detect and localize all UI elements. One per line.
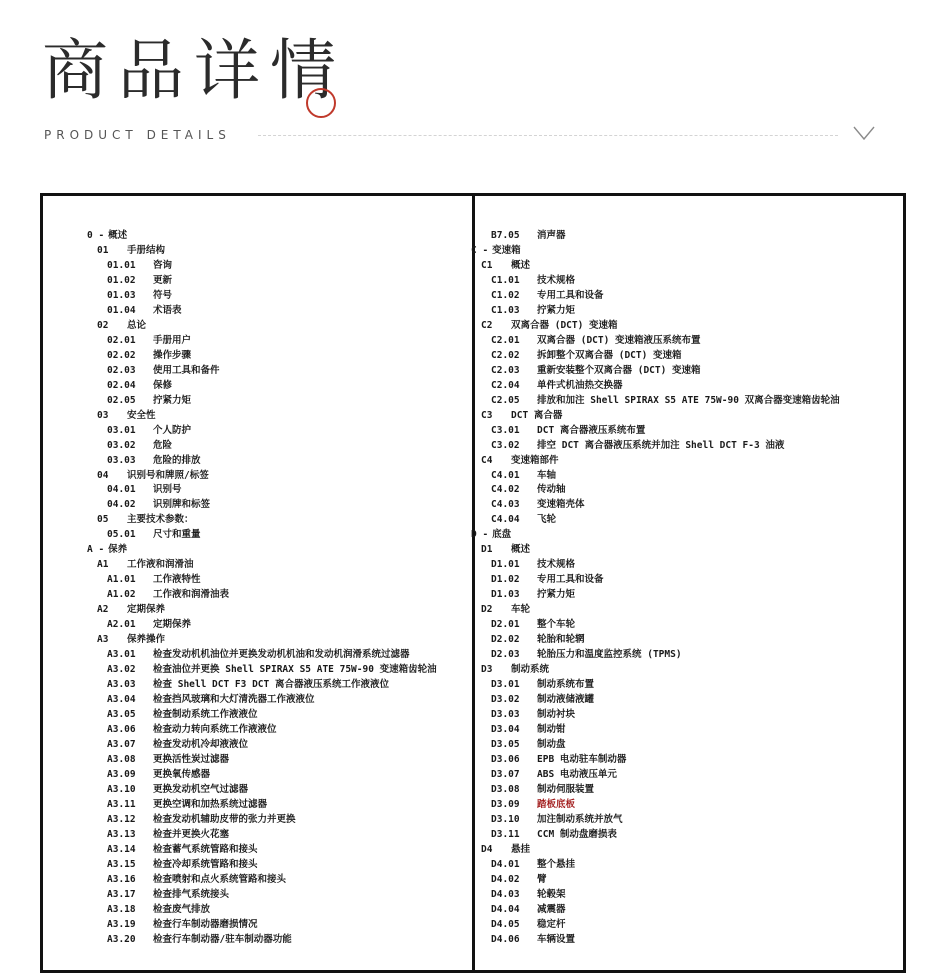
toc-entry-title: ABS 电动液压单元 (537, 768, 617, 780)
toc-entry-code: C1.02 (491, 289, 520, 301)
toc-entry-title: 主要技术参数： (127, 514, 194, 526)
toc-entry-code: 02.01 (107, 334, 136, 346)
toc-entry-title: 定期保养 (153, 619, 192, 631)
toc-entry-title: 检查行车制动器磨损情况 (153, 918, 258, 930)
toc-entry (471, 903, 891, 918)
toc-entry (87, 319, 467, 334)
toc-entry-code: D4.05 (491, 918, 520, 930)
toc-entry (87, 618, 467, 633)
toc-entry-code: D3.11 (491, 828, 520, 840)
toc-entry-code: D3.08 (491, 783, 520, 795)
toc-entry (471, 334, 891, 349)
toc-entry (87, 454, 467, 469)
toc-entry-code: 02 (97, 319, 109, 331)
toc-entry-code: A3.01 (107, 649, 136, 661)
toc-entry (87, 648, 467, 663)
toc-entry (87, 873, 467, 888)
toc-entry-code: 02.02 (107, 349, 136, 361)
toc-entry-code: 04 (97, 469, 109, 481)
toc-entry (87, 394, 467, 409)
toc-entry-title: 概述 (511, 259, 531, 271)
toc-entry (87, 513, 467, 528)
toc-entry-code: C4.01 (491, 469, 520, 481)
toc-entry (87, 364, 467, 379)
toc-entry (87, 334, 467, 349)
toc-entry-code: D2 (481, 604, 493, 616)
toc-entry-code: D4 (481, 843, 493, 855)
toc-entry-code: 03.03 (107, 454, 136, 466)
toc-entry-code: A3.16 (107, 873, 136, 885)
toc-entry-title: 飞轮 (537, 514, 557, 526)
toc-entry-title: 轮胎压力和温度监控系统 (TPMS) (537, 649, 682, 661)
toc-entry (471, 618, 891, 633)
toc-entry-title: 排空 DCT 离合器液压系统并加注 Shell DCT F-3 油液 (537, 439, 785, 451)
toc-entry (87, 349, 467, 364)
toc-entry (471, 888, 891, 903)
toc-entry (471, 663, 891, 678)
toc-entry-code: 04.02 (107, 499, 136, 511)
toc-entry-title: 识别牌和标签 (153, 499, 211, 511)
toc-entry (471, 918, 891, 933)
toc-entry (471, 289, 891, 304)
toc-entry-code: A2 (97, 604, 109, 616)
toc-entry (471, 319, 891, 334)
toc-entry-code: 03.01 (107, 424, 136, 436)
toc-entry-code: 05.01 (107, 529, 136, 541)
toc-entry-code: 02.05 (107, 394, 136, 406)
toc-entry-code: 01.04 (107, 304, 136, 316)
toc-entry-code: 01 (97, 244, 109, 256)
toc-entry-title: 专用工具和设备 (537, 574, 604, 586)
toc-entry-code: A1.01 (107, 574, 136, 586)
toc-entry-title: 检查制动系统工作液液位 (153, 709, 258, 720)
toc-entry (471, 454, 891, 469)
toc-entry (87, 903, 467, 918)
toc-entry-code: 01.01 (107, 259, 136, 271)
toc-entry-code: A3.18 (107, 903, 136, 915)
toc-entry-code: C2.02 (491, 349, 520, 361)
toc-entry (87, 753, 467, 768)
toc-entry-code: D4.03 (491, 888, 520, 900)
toc-entry-code: A3.03 (107, 679, 136, 691)
toc-entry (471, 633, 891, 648)
header-divider (258, 135, 838, 136)
toc-entry (87, 244, 467, 259)
toc-entry (87, 424, 467, 439)
toc-entry-title: DCT 离合器 (511, 409, 563, 421)
toc-entry (471, 813, 891, 828)
toc-entry-title: 定期保养 (127, 604, 166, 616)
toc-entry (87, 858, 467, 873)
toc-entry-code: C4 (481, 454, 493, 466)
toc-entry (471, 708, 891, 723)
toc-entry-code: 01.03 (107, 289, 136, 301)
toc-entry-code: B7.05 (491, 230, 520, 241)
toc-entry (471, 843, 891, 858)
toc-entry-title: 危险的排放 (153, 454, 201, 466)
toc-entry (87, 693, 467, 708)
toc-entry-title: 变速箱部件 (511, 454, 559, 466)
toc-entry (471, 768, 891, 783)
title-accent-circle (306, 88, 336, 118)
toc-entry-title: 制动衬块 (537, 709, 576, 720)
toc-entry-title: 概述 (511, 544, 531, 556)
toc-entry-title: 个人防护 (153, 424, 192, 436)
toc-entry-title: 检查喷射和点火系统管路和接头 (153, 873, 287, 885)
toc-entry-code: D3.09 (491, 798, 520, 810)
toc-entry-title: 安全性 (127, 409, 156, 421)
toc-entry-code: A3.08 (107, 753, 136, 765)
toc-entry (87, 379, 467, 394)
toc-entry (87, 528, 467, 543)
toc-entry (87, 918, 467, 933)
toc-entry-code: 01.02 (107, 274, 136, 286)
toc-entry-title: 拆卸整个双离合器 (DCT) 变速箱 (537, 349, 682, 361)
toc-entry-code: D3.01 (491, 679, 520, 691)
page-title: 商品详情 (42, 32, 346, 109)
toc-entry-code: D2.03 (491, 649, 520, 661)
toc-entry-title: CCM 制动盘磨损表 (537, 828, 617, 840)
toc-entry (471, 439, 891, 454)
toc-entry-title: 检查发动机辅助皮带的张力并更换 (153, 813, 296, 825)
toc-entry-title: 整个悬挂 (537, 858, 576, 870)
toc-entry (87, 483, 467, 498)
toc-entry-code: C3.02 (491, 439, 520, 451)
toc-entry-code: A3.04 (107, 694, 136, 706)
toc-entry-code: D3.05 (491, 738, 520, 750)
toc-entry-title: 检查废气排放 (153, 903, 211, 915)
toc-entry (471, 693, 891, 708)
toc-entry (87, 738, 467, 753)
toc-entry-title: 检查蓄气系统管路和接头 (153, 843, 258, 855)
toc-entry-code: D4.02 (491, 873, 520, 885)
toc-entry-title: 轮毂架 (537, 888, 566, 900)
toc-entry-code: 02.03 (107, 364, 136, 376)
page-subtitle: PRODUCT DETAILS (44, 128, 231, 142)
toc-entry-title: 识别号 (153, 484, 182, 496)
toc-entry-title: 保养 (108, 544, 128, 556)
toc-entry-title: 识别号和牌照/标签 (127, 469, 209, 481)
toc-entry (87, 708, 467, 723)
toc-entry-code: C1.01 (491, 274, 520, 286)
toc-entry-code: C4.03 (491, 499, 520, 511)
toc-entry-code: A3.12 (107, 813, 136, 825)
toc-entry-title: 尺寸和重量 (153, 529, 201, 541)
toc-entry-title: 检查行车制动器/驻车制动器功能 (153, 933, 292, 945)
toc-entry (87, 603, 467, 618)
toc-entry (471, 364, 891, 379)
toc-entry (471, 349, 891, 364)
toc-entry-code: A3.11 (107, 798, 136, 810)
toc-entry (87, 843, 467, 858)
toc-entry-title: 保养操作 (127, 634, 166, 646)
toc-entry-title: 拧紧力矩 (153, 394, 192, 406)
toc-entry-code: D1 (481, 544, 493, 556)
toc-entry-code: A3.17 (107, 888, 136, 900)
toc-entry-title: 检查 Shell DCT F3 DCT 离合器液压系统工作液液位 (153, 679, 389, 691)
toc-document (40, 193, 906, 973)
toc-entry-title: 整个车轮 (537, 619, 576, 631)
toc-entry-title: 概述 (108, 230, 128, 241)
toc-entry (471, 483, 891, 498)
toc-entry-code: A2.01 (107, 619, 136, 631)
toc-entry (87, 768, 467, 783)
toc-entry (471, 798, 891, 813)
toc-entry-title: 工作液和润滑油表 (153, 589, 230, 601)
toc-entry-code: C1.03 (491, 304, 520, 316)
toc-entry (87, 678, 467, 693)
toc-entry (87, 663, 467, 678)
toc-entry-code: A3.07 (107, 738, 136, 750)
toc-entry-code: D1.01 (491, 559, 520, 571)
toc-entry (471, 543, 891, 558)
toc-entry-code: D1.03 (491, 589, 520, 601)
toc-entry-code: D3.06 (491, 753, 520, 765)
toc-entry-code: 04.01 (107, 484, 136, 496)
toc-entry-code: 03.02 (107, 439, 136, 451)
toc-entry-title: 消声器 (537, 230, 566, 241)
toc-entry (471, 409, 891, 424)
toc-entry-code: A3.14 (107, 843, 136, 855)
toc-entry-code: C - (471, 244, 489, 256)
toc-entry-title: 稳定杆 (537, 918, 566, 930)
toc-entry-title: 术语表 (153, 304, 182, 316)
toc-entry-code: D1.02 (491, 574, 520, 586)
toc-entry-code: D - (471, 529, 489, 541)
toc-entry-code: D4.04 (491, 903, 520, 915)
toc-entry-title: 制动系统 (511, 664, 550, 676)
toc-entry (471, 573, 891, 588)
toc-entry (471, 648, 891, 663)
toc-entry (471, 394, 891, 409)
toc-entry-code: D3.04 (491, 723, 520, 735)
toc-entry (471, 229, 891, 244)
toc-entry-title: 传动轴 (537, 484, 566, 496)
toc-entry (87, 259, 467, 274)
toc-entry-title: 制动盘 (537, 738, 566, 750)
toc-entry-code: A3 (97, 634, 109, 646)
toc-entry-code: C1 (481, 259, 493, 271)
toc-entry (87, 229, 467, 244)
toc-entry-code: A3.15 (107, 858, 136, 870)
toc-entry (471, 873, 891, 888)
toc-entry (87, 633, 467, 648)
toc-entry-title: 双离合器 (DCT) 变速箱 (511, 319, 618, 331)
toc-entry-title: 检查挡风玻璃和大灯清洗器工作液液位 (153, 694, 315, 706)
toc-entry (471, 244, 891, 259)
toc-entry-title: 检查动力转向系统工作液液位 (153, 723, 277, 735)
toc-entry (471, 738, 891, 753)
toc-entry-code: D3.07 (491, 768, 520, 780)
toc-entry-title: 加注制动系统并放气 (537, 813, 623, 825)
toc-entry (87, 409, 467, 424)
toc-entry-title: 车轴 (537, 469, 557, 481)
toc-entry-code: D4.06 (491, 933, 520, 945)
toc-entry (87, 888, 467, 903)
toc-entry-title: 悬挂 (511, 843, 531, 855)
toc-entry-title: 手册结构 (127, 244, 166, 256)
toc-entry-title: 重新安装整个双离合器 (DCT) 变速箱 (537, 364, 701, 376)
toc-entry (471, 828, 891, 843)
toc-entry-code: 0 - (87, 230, 105, 241)
toc-entry-code: A3.02 (107, 664, 136, 676)
toc-entry (471, 858, 891, 873)
toc-entry-code: C2 (481, 319, 493, 331)
toc-entry-code: A3.10 (107, 783, 136, 795)
toc-entry-title: 轮胎和轮辋 (537, 634, 585, 646)
toc-entry-code: D3.10 (491, 813, 520, 825)
toc-entry-title: 制动钳 (537, 723, 566, 735)
toc-entry (471, 783, 891, 798)
toc-entry-title: 操作步骤 (153, 349, 192, 361)
toc-entry-code: A1 (97, 559, 109, 571)
toc-entry-title: 手册用户 (153, 334, 192, 346)
toc-entry-code: A3.05 (107, 709, 136, 720)
toc-entry-code: D2.01 (491, 619, 520, 631)
toc-entry-code: 03 (97, 409, 109, 421)
toc-entry-code: C2.05 (491, 394, 520, 406)
toc-entry (471, 304, 891, 319)
toc-entry (471, 469, 891, 484)
toc-entry (471, 678, 891, 693)
toc-entry-title: 制动伺服装置 (537, 783, 595, 795)
toc-entry-code: A3.19 (107, 918, 136, 930)
toc-entry-title: 技术规格 (537, 274, 576, 286)
toc-entry-title: EPB 电动驻车制动器 (537, 753, 627, 765)
toc-entry-title: 车辆设置 (537, 933, 576, 945)
toc-entry (471, 379, 891, 394)
toc-entry-title: 双离合器 (DCT) 变速箱液压系统布置 (537, 334, 701, 346)
toc-entry (471, 723, 891, 738)
toc-entry (471, 259, 891, 274)
toc-entry (87, 498, 467, 513)
toc-entry (87, 439, 467, 454)
toc-entry-code: D3.03 (491, 709, 520, 720)
toc-entry-title: 检查发动机冷却液液位 (153, 738, 249, 750)
toc-entry-title: 制动系统布置 (537, 679, 595, 691)
toc-entry-title: 更换活性炭过滤器 (153, 753, 230, 765)
toc-entry-code: D3 (481, 664, 493, 676)
toc-entry-title: 工作液特性 (153, 574, 201, 586)
toc-entry-code: C2.01 (491, 334, 520, 346)
toc-entry-code: A3.20 (107, 933, 136, 945)
toc-entry-title: 符号 (153, 289, 173, 301)
toc-entry-title: DCT 离合器液压系统布置 (537, 424, 646, 436)
toc-entry-title: 拧紧力矩 (537, 304, 576, 316)
toc-entry-title: 更换氧传感器 (153, 768, 211, 780)
toc-entry-title: 使用工具和备件 (153, 364, 220, 376)
toc-entry-title: 检查发动机机油位并更换发动机机油和发动机润滑系统过滤器 (153, 649, 410, 661)
toc-entry-code: A3.09 (107, 768, 136, 780)
toc-entry (471, 753, 891, 768)
toc-entry-title: 总论 (127, 319, 147, 331)
toc-entry-title: 专用工具和设备 (537, 289, 604, 301)
toc-entry (87, 543, 467, 558)
toc-entry-title: 排放和加注 Shell SPIRAX S5 ATE 75W-90 双离合器变速箱齿轮油 (537, 394, 840, 406)
toc-entry (87, 783, 467, 798)
toc-entry (87, 588, 467, 603)
toc-entry-code: D3.02 (491, 694, 520, 706)
toc-entry (87, 289, 467, 304)
toc-entry-code: 02.04 (107, 379, 136, 391)
toc-entry (471, 513, 891, 528)
toc-entry-code: D2.02 (491, 634, 520, 646)
toc-entry-title: 检查并更换火花塞 (153, 828, 230, 840)
toc-entry-title: 臂 (537, 873, 547, 885)
toc-entry-title: 变速箱壳体 (537, 499, 585, 511)
toc-entry (471, 603, 891, 618)
toc-column-left (87, 229, 467, 948)
toc-entry-code: A1.02 (107, 589, 136, 601)
toc-entry-title: 工作液和润滑油 (127, 559, 194, 571)
toc-entry (471, 588, 891, 603)
toc-entry-title: 拧紧力矩 (537, 589, 576, 601)
toc-entry-code: D4.01 (491, 858, 520, 870)
toc-entry-code: A3.13 (107, 828, 136, 840)
toc-entry-title: 底盘 (492, 529, 512, 541)
toc-entry (471, 933, 891, 948)
toc-entry-title: 踏板底板 (537, 798, 576, 810)
toc-entry-title: 更换发动机空气过滤器 (153, 783, 249, 795)
toc-entry-code: C3 (481, 409, 493, 421)
toc-entry (471, 558, 891, 573)
toc-entry (87, 813, 467, 828)
toc-entry (471, 274, 891, 289)
toc-entry (87, 274, 467, 289)
toc-entry-title: 检查排气系统接头 (153, 888, 230, 900)
toc-entry-code: C2.03 (491, 364, 520, 376)
toc-entry (87, 304, 467, 319)
toc-entry (87, 798, 467, 813)
toc-entry (87, 828, 467, 843)
toc-entry-title: 制动液储液罐 (537, 694, 595, 706)
toc-entry-title: 单件式机油热交换器 (537, 379, 623, 391)
toc-entry-title: 减震器 (537, 903, 566, 915)
toc-entry (87, 469, 467, 484)
toc-entry-title: 检查冷却系统管路和接头 (153, 858, 258, 870)
toc-entry-code: C4.04 (491, 514, 520, 526)
chevron-down-icon (852, 124, 876, 142)
toc-entry-code: A - (87, 544, 105, 556)
toc-entry (471, 498, 891, 513)
toc-entry-title: 咨询 (153, 259, 173, 271)
toc-entry-title: 车轮 (511, 604, 531, 616)
toc-entry (87, 573, 467, 588)
toc-entry-code: A3.06 (107, 723, 136, 735)
toc-entry (87, 558, 467, 573)
toc-column-right (471, 229, 891, 948)
toc-entry-title: 技术规格 (537, 559, 576, 571)
toc-entry-code: C4.02 (491, 484, 520, 496)
toc-entry-title: 变速箱 (492, 244, 521, 256)
toc-entry-title: 更换空调和加热系统过滤器 (153, 798, 268, 810)
toc-entry-title: 更新 (153, 274, 173, 286)
toc-entry (471, 528, 891, 543)
toc-entry-title: 保修 (153, 379, 173, 391)
toc-entry-title: 危险 (153, 439, 173, 451)
toc-entry-code: C2.04 (491, 379, 520, 391)
toc-entry-code: C3.01 (491, 424, 520, 436)
toc-entry-title: 检查油位并更换 Shell SPIRAX S5 ATE 75W-90 变速箱齿轮油 (153, 664, 437, 676)
toc-entry-code: 05 (97, 514, 109, 526)
toc-entry (87, 933, 467, 948)
toc-entry (471, 424, 891, 439)
toc-entry (87, 723, 467, 738)
